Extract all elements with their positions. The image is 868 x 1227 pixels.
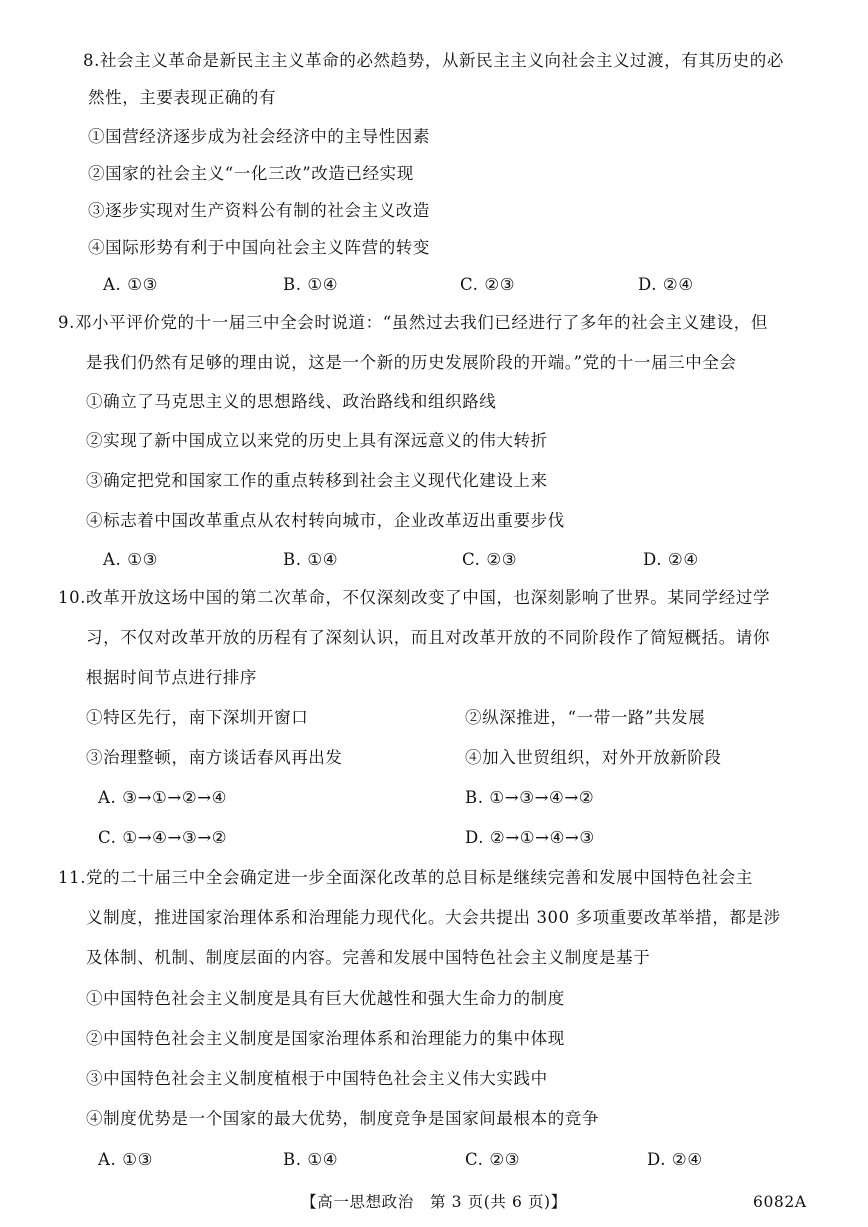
q10-item-1: ①特区先行，南下深圳开窗口 bbox=[86, 708, 309, 727]
q9-choice-c: C. ②③ bbox=[462, 550, 518, 569]
q11-choice-c: C. ②③ bbox=[465, 1150, 521, 1169]
q9-stem-line1: 9.邓小平评价党的十一届三中全会时说道：“虽然过去我们已经进行了多年的社会主义建设，但 bbox=[58, 313, 768, 332]
q10-stem-line1: 10.改革开放这场中国的第二次革命，不仅深刻改变了中国，也深刻影响了世界。某同学经过学 bbox=[58, 588, 771, 607]
q11-choice-b: B. ①④ bbox=[283, 1150, 339, 1169]
q11-stem-line3: 及体制、机制、制度层面的内容。完善和发展中国特色社会主义制度是基于 bbox=[86, 948, 651, 967]
q10-stem-line2: 习，不仅对改革开放的历程有了深刻认识，而且对改革开放的不同阶段作了简短概括。请你 bbox=[86, 628, 770, 647]
q9-item-2: ②实现了新中国成立以来党的历史上具有深远意义的伟大转折 bbox=[86, 431, 548, 450]
q9-item-4: ④标志着中国改革重点从农村转向城市，企业改革迈出重要步伐 bbox=[86, 511, 565, 530]
q10-item-2: ②纵深推进，“一带一路”共发展 bbox=[465, 708, 706, 727]
page-footer-label: 【高一思想政治 第 3 页(共 6 页)】 bbox=[301, 1193, 567, 1211]
exam-code: 6082A bbox=[753, 1193, 807, 1211]
q10-stem-line3: 根据时间节点进行排序 bbox=[86, 668, 257, 687]
q11-choice-d: D. ②④ bbox=[647, 1150, 703, 1169]
q9-item-1: ①确立了马克思主义的思想路线、政治路线和组织路线 bbox=[86, 392, 497, 411]
q8-choice-d: D. ②④ bbox=[638, 275, 694, 294]
q10-choice-c: C. ①→④→③→② bbox=[98, 828, 228, 847]
q10-item-4: ④加入世贸组织，对外开放新阶段 bbox=[465, 748, 722, 767]
q8-choice-b: B. ①④ bbox=[283, 275, 339, 294]
q8-choice-a: A. ①③ bbox=[103, 275, 158, 294]
q9-choice-b: B. ①④ bbox=[283, 550, 339, 569]
q11-item-3: ③中国特色社会主义制度植根于中国特色社会主义伟大实践中 bbox=[86, 1069, 548, 1088]
q11-item-2: ②中国特色社会主义制度是国家治理体系和治理能力的集中体现 bbox=[86, 1029, 565, 1048]
q9-item-3: ③确定把党和国家工作的重点转移到社会主义现代化建设上来 bbox=[86, 471, 548, 490]
q10-choice-b: B. ①→③→④→② bbox=[465, 788, 595, 807]
q8-item-3: ③逐步实现对生产资料公有制的社会主义改造 bbox=[88, 201, 430, 220]
q8-choice-c: C. ②③ bbox=[460, 275, 516, 294]
q11-item-4: ④制度优势是一个国家的最大优势，制度竞争是国家间最根本的竞争 bbox=[86, 1109, 599, 1128]
q11-stem-line1: 11.党的二十届三中全会确定进一步全面深化改革的总目标是继续完善和发展中国特色社会主 bbox=[58, 868, 753, 887]
q10-choice-d: D. ②→①→④→③ bbox=[465, 828, 595, 847]
q8-item-2: ②国家的社会主义“一化三改”改造已经实现 bbox=[88, 164, 414, 183]
q8-stem-line1: 8.社会主义革命是新民主主义革命的必然趋势，从新民主主义向社会主义过渡，有其历史的必 bbox=[83, 51, 784, 70]
q9-choice-d: D. ②④ bbox=[643, 550, 699, 569]
q9-choice-a: A. ①③ bbox=[103, 550, 158, 569]
q10-choice-a: A. ③→①→②→④ bbox=[98, 788, 228, 807]
q10-item-3: ③治理整顿，南方谈话春风再出发 bbox=[86, 748, 343, 767]
q11-stem-line2: 义制度，推进国家治理体系和治理能力现代化。大会共提出 300 多项重要改革举措，都是涉 bbox=[86, 908, 781, 927]
q11-item-1: ①中国特色社会主义制度是具有巨大优越性和强大生命力的制度 bbox=[86, 989, 565, 1008]
q8-stem-line2: 然性，主要表现正确的有 bbox=[88, 88, 277, 107]
q9-stem-line2: 是我们仍然有足够的理由说，这是一个新的历史发展阶段的开端。”党的十一届三中全会 bbox=[86, 353, 737, 372]
q8-item-4: ④国际形势有利于中国向社会主义阵营的转变 bbox=[88, 238, 430, 257]
q8-item-1: ①国营经济逐步成为社会经济中的主导性因素 bbox=[88, 127, 430, 146]
q11-choice-a: A. ①③ bbox=[98, 1150, 153, 1169]
